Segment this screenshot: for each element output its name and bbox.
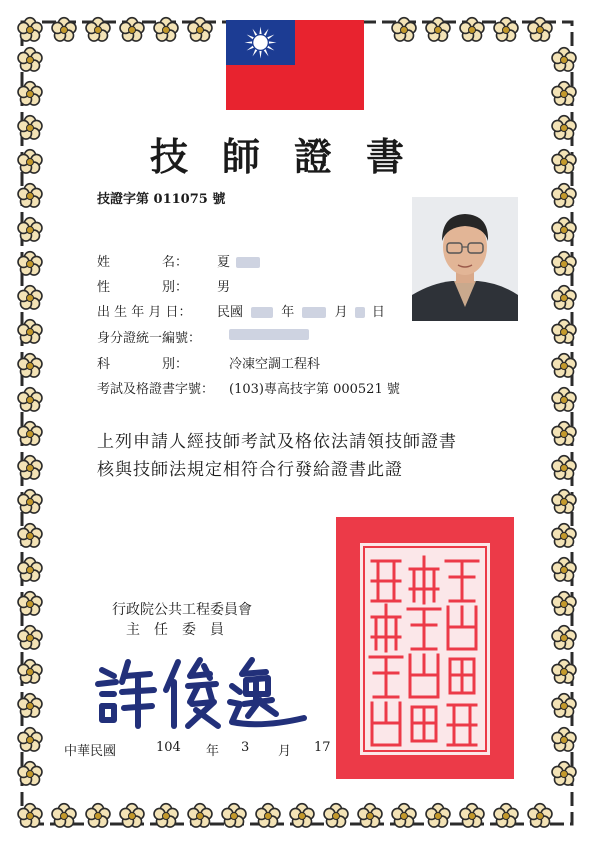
plum-blossom bbox=[460, 804, 484, 827]
field-subject-value: 冷凍空調工程科 bbox=[229, 357, 321, 372]
plum-blossom bbox=[222, 804, 246, 827]
plum-blossom bbox=[18, 48, 42, 71]
date-year: 104 bbox=[156, 740, 181, 755]
issuer-block bbox=[112, 600, 252, 640]
statement-line: 核與技師法規定相符合行發給證書此證 bbox=[97, 460, 403, 480]
plum-blossom bbox=[52, 804, 76, 827]
plum-blossom bbox=[528, 804, 552, 827]
issuer-agency: 行政院公共工程委員會 bbox=[112, 602, 252, 618]
plum-blossom bbox=[18, 804, 42, 827]
statement-line: 上列申請人經技師考試及格依法請領技師證書 bbox=[97, 432, 457, 452]
date-year-unit: 年 bbox=[206, 744, 220, 759]
plum-blossom bbox=[120, 804, 144, 827]
plum-blossom bbox=[392, 804, 416, 827]
birthdate-era: 民國 bbox=[217, 305, 244, 320]
date-month: 3 bbox=[241, 740, 250, 755]
plum-blossom bbox=[494, 804, 518, 827]
plum-blossom bbox=[18, 728, 42, 751]
field-name-label: 姓 名： bbox=[97, 255, 189, 270]
plum-blossom bbox=[188, 804, 212, 827]
date-day: 17 bbox=[314, 740, 331, 755]
certificate-title: 技師證書 bbox=[150, 134, 439, 179]
handwritten-signature bbox=[92, 652, 312, 732]
plum-blossom bbox=[426, 804, 450, 827]
redacted-block bbox=[355, 307, 365, 318]
birthdate-day-unit: 日 bbox=[371, 305, 385, 320]
field-id-number-label: 身分證統一編號： bbox=[97, 331, 202, 346]
plum-blossom bbox=[552, 626, 576, 649]
plum-blossom bbox=[552, 48, 576, 71]
plum-blossom bbox=[552, 184, 576, 207]
plum-blossom bbox=[552, 286, 576, 309]
plum-blossom bbox=[18, 388, 42, 411]
field-name-value: 夏 bbox=[217, 255, 231, 270]
issuer-title: 主 任 委 員 bbox=[126, 622, 224, 638]
field-birthdate-label: 出 生 年 月 日： bbox=[97, 305, 192, 320]
plum-blossom bbox=[552, 388, 576, 411]
field-gender-value: 男 bbox=[217, 280, 231, 295]
certificate-number: 技證字第 011075 號 bbox=[97, 192, 226, 207]
field-exam-cert-label: 考試及格證書字號： bbox=[97, 382, 215, 397]
birthdate-month-unit: 月 bbox=[334, 305, 348, 320]
portrait-photo bbox=[412, 197, 518, 321]
plum-blossom bbox=[18, 184, 42, 207]
field-exam-cert-value: (103)專高技字第 000521 號 bbox=[229, 382, 400, 397]
date-month-unit: 月 bbox=[278, 744, 292, 759]
plum-blossom bbox=[256, 804, 280, 827]
plum-blossom bbox=[18, 524, 42, 547]
plum-blossom bbox=[154, 804, 178, 827]
certificate-statement bbox=[97, 428, 457, 484]
redacted-block bbox=[236, 257, 260, 268]
birthdate-year-unit: 年 bbox=[281, 305, 295, 320]
roc-flag-icon bbox=[226, 20, 364, 110]
plum-blossom bbox=[552, 728, 576, 751]
plum-blossom bbox=[324, 804, 348, 827]
field-subject-label: 科 別： bbox=[97, 357, 189, 372]
plum-blossom bbox=[86, 804, 110, 827]
field-gender-label: 性 別： bbox=[97, 280, 189, 295]
plum-blossom bbox=[552, 524, 576, 547]
plum-blossom bbox=[18, 626, 42, 649]
redacted-block bbox=[302, 307, 326, 318]
redacted-block bbox=[251, 307, 273, 318]
plum-blossom bbox=[290, 804, 314, 827]
date-era: 中華民國 bbox=[64, 744, 117, 759]
official-seal-stamp bbox=[336, 517, 514, 779]
plum-blossom bbox=[358, 804, 382, 827]
plum-blossom bbox=[18, 286, 42, 309]
redacted-block bbox=[229, 329, 309, 340]
